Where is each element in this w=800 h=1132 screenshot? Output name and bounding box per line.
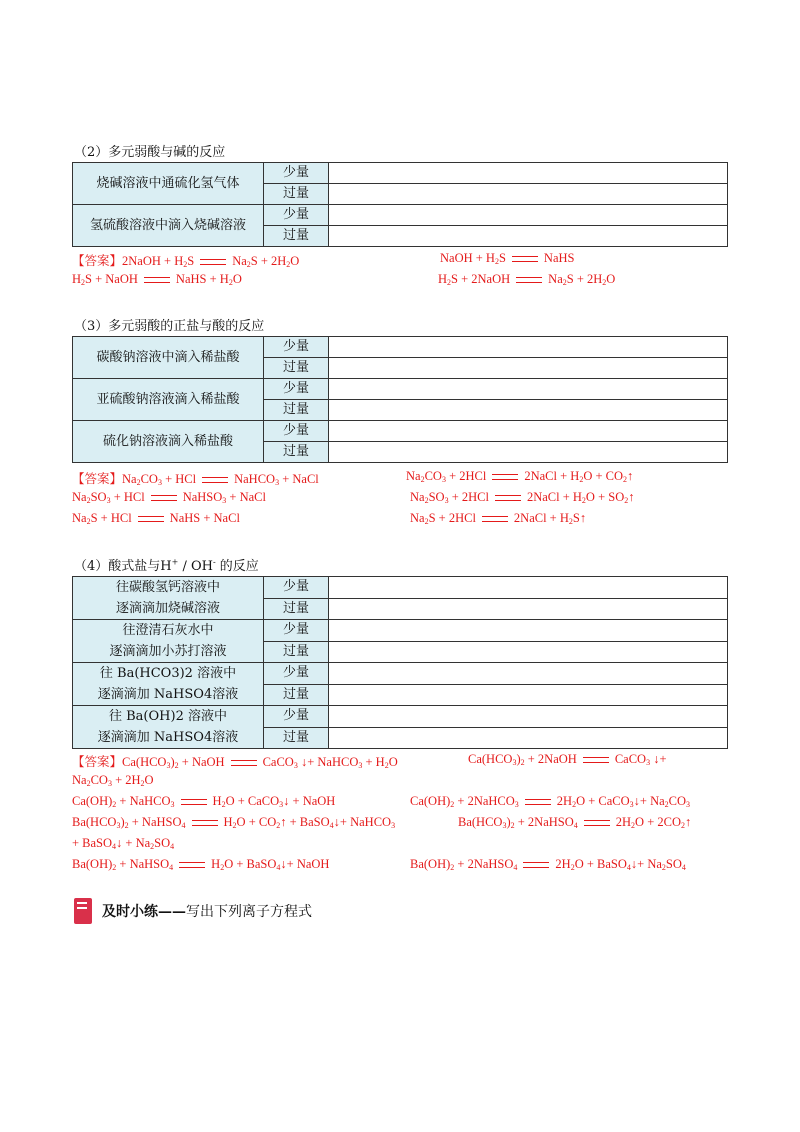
- row-label-line: 往 Ba(HCO3)2 溶液中: [99, 666, 237, 681]
- row-label: 硫化钠溶液滴入稀盐酸: [73, 421, 264, 463]
- excess-amount-label: 过量: [264, 727, 329, 749]
- answer-line: $Ba(HCO_3)_2$ + NaHSO$_4$ $H_2O$ + $CO_2↑$ + BaSO$_4$↓+ NaHCO$_3$: [72, 815, 396, 830]
- answer-line: $Ca(OH)_2$ + NaHCO$_3$ $H_2O$ + CaCO$_3$↓ + NaOH: [72, 794, 336, 809]
- answer-line: $Ba(OH)_2$ + NaHSO$_4$ $H_2O$ + BaSO$_4$↓+ NaOH: [72, 857, 330, 872]
- answer-label: 【答案】: [72, 472, 123, 486]
- small-amount-label: 少量: [264, 379, 329, 400]
- answer-line: 【答案】2NaOH + $H_2S$ $Na_2S + 2H_2O$: [72, 254, 300, 269]
- small-amount-label: 少量: [264, 421, 329, 442]
- excess-amount-label: 过量: [264, 400, 329, 421]
- answer-blank[interactable]: [329, 641, 728, 663]
- answer-blank[interactable]: [329, 379, 728, 400]
- row-label: 碳酸钠溶液中滴入稀盐酸: [73, 337, 264, 379]
- small-amount-label: 少量: [264, 205, 329, 226]
- row-label-line: 逐滴滴加 NaHSO4溶液: [97, 687, 239, 702]
- practice-title: 及时小练——: [102, 904, 186, 920]
- row-label: 烧碱溶液中通硫化氢气体: [73, 163, 264, 205]
- practice-text: 写出下列离子方程式: [186, 904, 312, 920]
- answer-line: + BaSO$_4$↓ + $Na_2SO_4$: [72, 836, 175, 851]
- answer-line: $Na_2SO_3 + 2HCl$ 2NaCl + $H_2O$ + $SO_2↑$: [410, 490, 635, 505]
- practice-heading: [74, 898, 312, 924]
- answer-line: $H_2S$ + NaOH NaHS + $H_2O$: [72, 272, 242, 287]
- small-amount-label: 少量: [264, 337, 329, 358]
- row-label-line: 逐滴滴加小苏打溶液: [109, 644, 227, 659]
- table-section-2: [72, 162, 728, 247]
- title-part: （4）酸式盐与H: [74, 559, 172, 574]
- title-sup: -: [212, 557, 216, 567]
- book-icon: [74, 898, 92, 924]
- answer-line: $Na_2CO_3 + 2H_2O$: [72, 773, 154, 788]
- small-amount-label: 少量: [264, 706, 329, 728]
- answer-blank[interactable]: [329, 205, 728, 226]
- small-amount-label: 少量: [264, 663, 329, 685]
- row-label: 氢硫酸溶液中滴入烧碱溶液: [73, 205, 264, 247]
- answer-line: $Na_2S + 2HCl$ 2NaCl + $H_2S↑$: [410, 511, 587, 526]
- row-label: 亚硫酸钠溶液滴入稀盐酸: [73, 379, 264, 421]
- answer-blank[interactable]: [329, 400, 728, 421]
- excess-amount-label: 过量: [264, 184, 329, 205]
- answer-label: 【答案】: [72, 755, 123, 769]
- title-part: / OH: [178, 559, 213, 574]
- answer-blank[interactable]: [329, 598, 728, 620]
- table-section-4: [72, 576, 728, 749]
- excess-amount-label: 过量: [264, 598, 329, 620]
- answer-line: 【答案】$Na_2CO_3$ + HCl NaHCO$_3$ + NaCl: [72, 472, 319, 487]
- row-label-line: 逐滴滴加烧碱溶液: [115, 601, 220, 616]
- row-label-line: 往碳酸氢钙溶液中: [115, 580, 220, 595]
- row-label: [73, 706, 264, 749]
- answer-blank[interactable]: [329, 421, 728, 442]
- answer-blank[interactable]: [329, 706, 728, 728]
- small-amount-label: 少量: [264, 163, 329, 184]
- answer-blank[interactable]: [329, 684, 728, 706]
- answer-line: $Ba(HCO_3)_2$ + 2NaHSO$_4$ $2H_2O$ + $2CO_2↑$: [458, 815, 692, 830]
- answer-blank[interactable]: [329, 577, 728, 599]
- answer-line: 【答案】$Ca(HCO_3)_2$ + NaOH CaCO$_3$ ↓+ NaHCO$_3$ + $H_2O$: [72, 755, 398, 770]
- answer-blank[interactable]: [329, 620, 728, 642]
- answer-blank[interactable]: [329, 226, 728, 247]
- answer-blank[interactable]: [329, 337, 728, 358]
- row-label: [73, 577, 264, 620]
- answer-blank[interactable]: [329, 442, 728, 463]
- excess-amount-label: 过量: [264, 684, 329, 706]
- row-label: [73, 620, 264, 663]
- section-3-title: （3）多元弱酸的正盐与酸的反应: [74, 319, 265, 334]
- table-section-3: [72, 336, 728, 463]
- excess-amount-label: 过量: [264, 358, 329, 379]
- answer-line: $Ca(HCO_3)_2$ + 2NaOH CaCO$_3$ ↓+: [468, 752, 667, 767]
- answer-line: $Na_2CO_3 + 2HCl$ 2NaCl + $H_2O$ + $CO_2↑$: [406, 469, 634, 484]
- row-label: [73, 663, 264, 706]
- excess-amount-label: 过量: [264, 641, 329, 663]
- answer-blank[interactable]: [329, 727, 728, 749]
- section-2-title: （2）多元弱酸与碱的反应: [74, 145, 226, 160]
- title-sup: +: [171, 557, 179, 567]
- answer-line: NaOH + $H_2S$ NaHS: [440, 251, 575, 266]
- answer-line: $Na_2SO_3$ + HCl NaHSO$_3$ + NaCl: [72, 490, 266, 505]
- small-amount-label: 少量: [264, 577, 329, 599]
- section-4-title: [74, 555, 259, 574]
- answer-line: $H_2S$ + 2NaOH $Na_2S + 2H_2O$: [438, 272, 616, 287]
- row-label-line: 往 Ba(OH)2 溶液中: [109, 709, 227, 724]
- answer-line: $Na_2S$ + HCl NaHS + NaCl: [72, 511, 240, 526]
- title-part: 的反应: [215, 559, 259, 574]
- answer-label: 【答案】: [72, 254, 123, 268]
- answer-blank[interactable]: [329, 184, 728, 205]
- row-label-line: 往澄清石灰水中: [122, 623, 214, 638]
- small-amount-label: 少量: [264, 620, 329, 642]
- answer-line: $Ba(OH)_2$ + 2NaHSO$_4$ $2H_2O$ + BaSO$_4$↓+ $Na_2SO_4$: [410, 857, 686, 872]
- answer-blank[interactable]: [329, 163, 728, 184]
- answer-blank[interactable]: [329, 663, 728, 685]
- excess-amount-label: 过量: [264, 226, 329, 247]
- excess-amount-label: 过量: [264, 442, 329, 463]
- answer-blank[interactable]: [329, 358, 728, 379]
- row-label-line: 逐滴滴加 NaHSO4溶液: [97, 730, 239, 745]
- answer-line: $Ca(OH)_2$ + 2NaHCO$_3$ $2H_2O$ + CaCO$_3$↓+ $Na_2CO_3$: [410, 794, 691, 809]
